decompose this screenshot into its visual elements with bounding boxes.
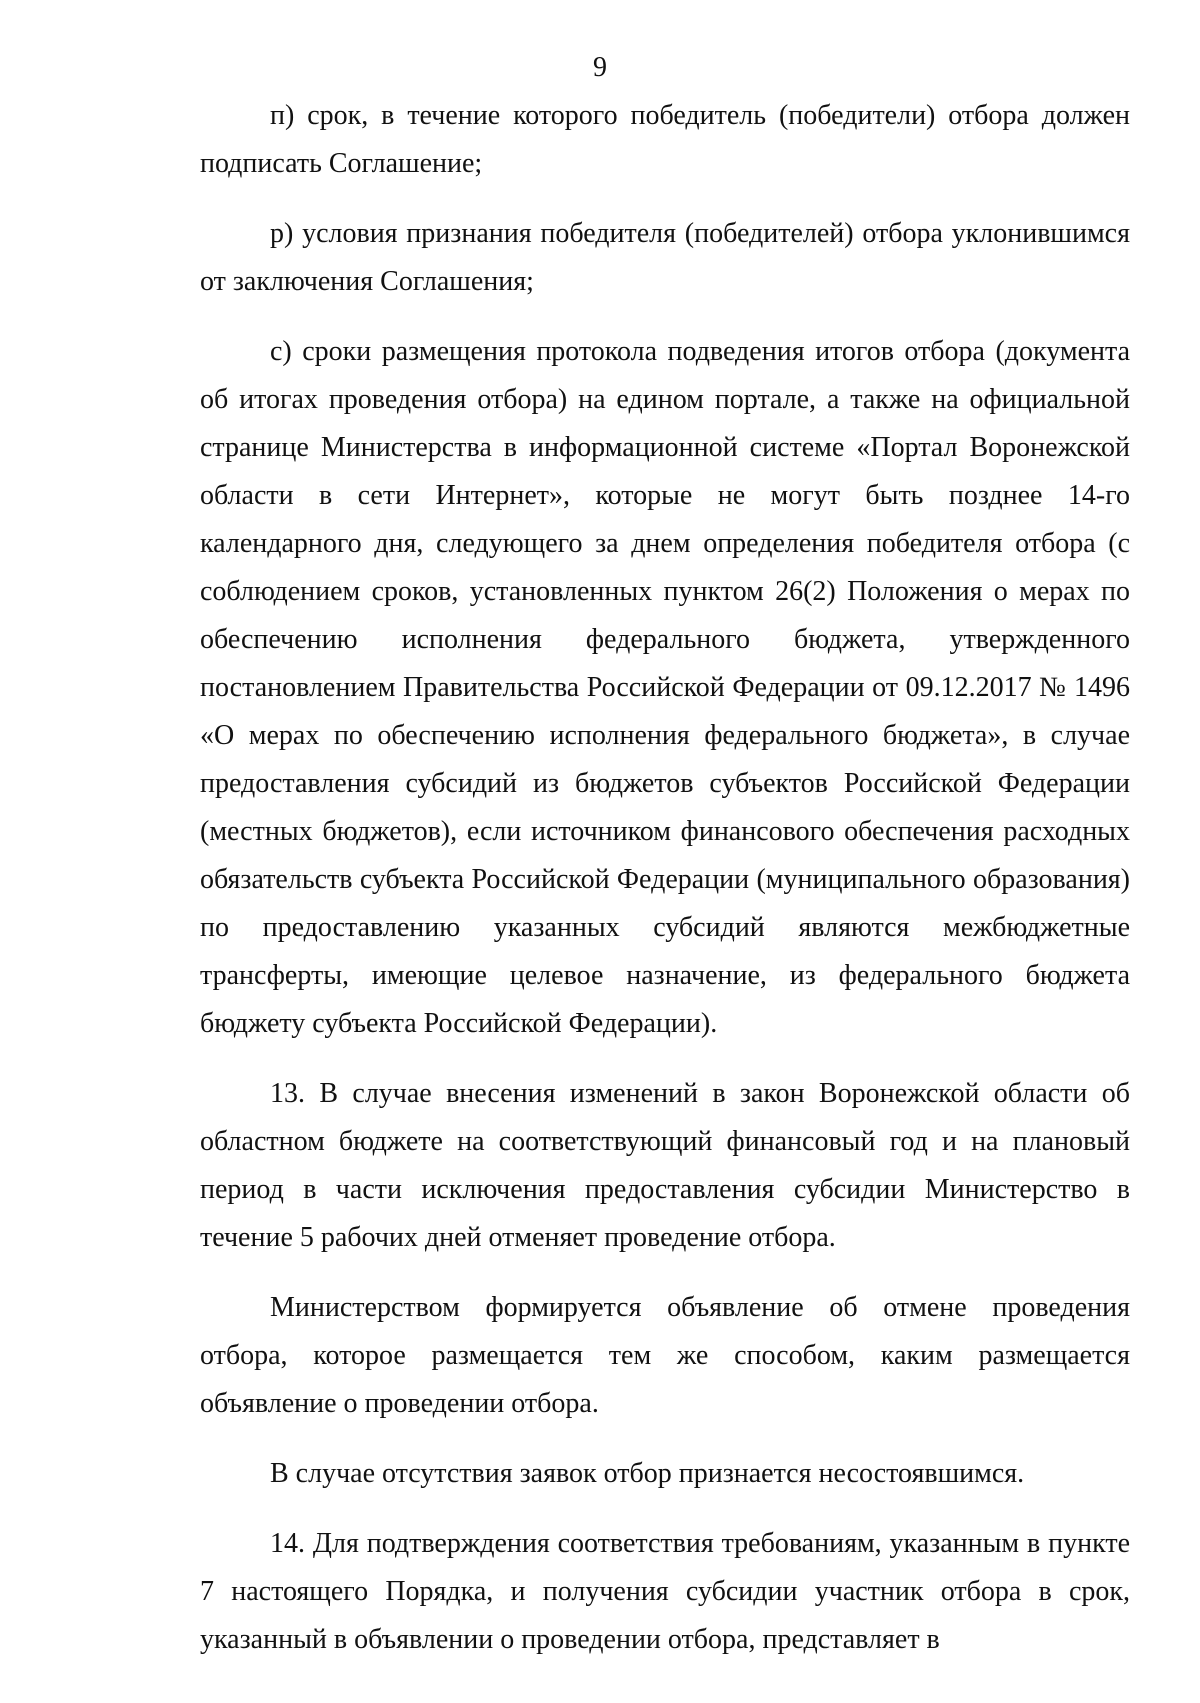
paragraph-s-protocol-deadlines: с) сроки размещения протокола подведения итогов отбора (документа об итогах проведения отбора) на едином портале, а также на официальной странице Министерства в информационной системе «Портал Воронежской области в сети Интернет», которые не могут быть позднее 14-го календарного дня, следующего за днем определения победителя отбора (с соблюдением сроков, установленных пунктом 26(2) Положения о мерах по обеспечению исполнения федерального бюджета, утвержденного постановлением Правительства Российской Федерации от 09.12.2017 № 1496 «О мерах по обеспечению исполнения федерального бюджета», в случае предоставления субсидий из бюджетов субъектов Российской Федерации (местных бюджетов), если источником финансового обеспечения расходных обязательств субъекта Российской Федерации (муниципального образования) по предоставлению указанных субсидий являются межбюджетные трансферты, имеющие целевое назначение, из федерального бюджета бюджету субъекта Российской Федерации). xyxy=(200,336,1130,1039)
paragraph-p-deadline-sign: п) срок, в течение которого победитель (победители) отбора должен подписать Соглашение; xyxy=(200,100,1130,179)
paragraph-cancellation-announcement: Министерством формируется объявление об отмене проведения отбора, которое размещается тем же способом, каким размещается объявление о проведении отбора. xyxy=(200,1292,1130,1419)
paragraph-14-submission: 14. Для подтверждения соответствия требованиям, указанным в пункте 7 настоящего Порядка, и получения субсидии участник отбора в срок, указанный в объявлении о проведении отбора, представляет в xyxy=(200,1528,1130,1655)
paragraph-13-cancellation: 13. В случае внесения изменений в закон Воронежской области об областном бюджете на соответствующий финансовый год и на плановый период в части исключения предоставления субсидии Министерство в течение 5 рабочих дней отменяет проведение отбора. xyxy=(200,1078,1130,1253)
paragraph-r-evasion-conditions: р) условия признания победителя (победителей) отбора уклонившимся от заключения Соглашения; xyxy=(200,218,1130,297)
document-body xyxy=(200,92,1130,1664)
page-number: 9 xyxy=(593,52,607,83)
paragraph-no-applications: В случае отсутствия заявок отбор признается несостоявшимся. xyxy=(270,1458,1025,1489)
